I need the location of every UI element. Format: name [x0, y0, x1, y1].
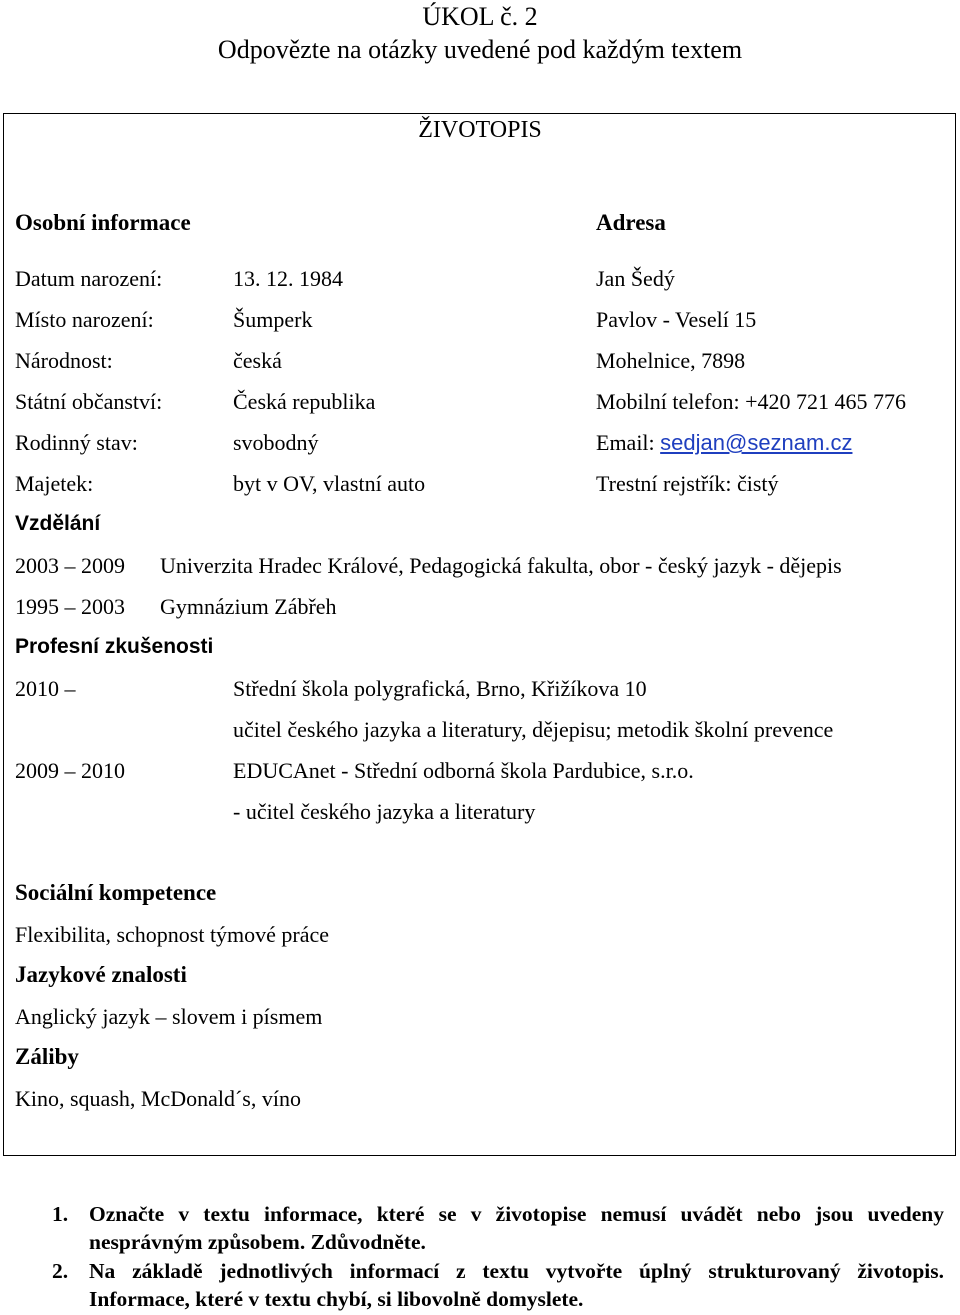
personal-value: 13. 12. 1984 — [233, 266, 343, 291]
personal-value: Šumperk — [233, 307, 313, 332]
personal-label: Státní občanství: — [15, 389, 163, 414]
social-text: Flexibilita, schopnost týmové práce — [15, 922, 330, 947]
experience-years: 2009 – 2010 — [15, 758, 125, 783]
social-heading: Sociální kompetence — [15, 880, 217, 905]
address-street: Pavlov - Veselí 15 — [596, 307, 757, 332]
experience-employer: EDUCAnet - Střední odborná škola Pardubice, s.r.o. — [233, 758, 694, 783]
email-link[interactable]: sedjan@seznam.cz — [660, 430, 853, 455]
personal-label: Majetek: — [15, 471, 94, 496]
language-heading: Jazykové znalosti — [15, 962, 187, 987]
page-title: ÚKOL č. 2 — [422, 2, 538, 31]
personal-value: byt v OV, vlastní auto — [233, 471, 426, 496]
education-school: Gymnázium Zábřeh — [160, 594, 337, 619]
cv-title: ŽIVOTOPIS — [418, 117, 542, 143]
language-text: Anglický jazyk – slovem i písmem — [15, 1004, 323, 1029]
address-email — [596, 430, 852, 456]
personal-label: Místo narození: — [15, 307, 154, 332]
education-school: Univerzita Hradec Králové, Pedagogická fakulta, obor - český jazyk - dějepis — [160, 553, 842, 578]
experience-employer: Střední škola polygrafická, Brno, Křižíkova 10 — [233, 676, 647, 701]
address-record: Trestní rejstřík: čistý — [596, 471, 779, 496]
personal-value: česká — [233, 348, 282, 373]
education-years: 1995 – 2003 — [15, 594, 125, 619]
education-years: 2003 – 2009 — [15, 553, 125, 578]
address-phone: Mobilní telefon: +420 721 465 776 — [596, 389, 906, 414]
task-text: Označte v textu informace, které se v životopise nemusí uvádět nebo jsou uvedeny nesprávným způsobem. Zdůvodněte. — [89, 1202, 944, 1254]
task-number: 1. — [52, 1202, 69, 1226]
task-number: 2. — [52, 1259, 69, 1283]
email-label: Email: — [596, 430, 661, 455]
personal-heading: Osobní informace — [15, 210, 191, 235]
task-text: Na základě jednotlivých informací z textu vytvořte úplný strukturovaný životopis. Informace, které v textu chybí, si libovolně domyslete. — [89, 1259, 944, 1311]
task-item — [52, 1257, 944, 1315]
personal-value: svobodný — [233, 430, 319, 455]
experience-role: učitel českého jazyka a literatury, dějepisu; metodik školní prevence — [233, 717, 834, 742]
personal-value: Česká republika — [233, 389, 376, 414]
personal-label: Národnost: — [15, 348, 113, 373]
address-city: Mohelnice, 7898 — [596, 348, 746, 373]
experience-years: 2010 – — [15, 676, 76, 701]
hobbies-heading: Záliby — [15, 1044, 79, 1069]
experience-role: - učitel českého jazyka a literatury — [233, 799, 536, 824]
hobbies-text: Kino, squash, McDonald´s, víno — [15, 1086, 301, 1111]
education-heading: Vzdělání — [15, 512, 101, 535]
page-subtitle: Odpovězte na otázky uvedené pod každým textem — [217, 35, 743, 64]
personal-label: Rodinný stav: — [15, 430, 138, 455]
address-heading: Adresa — [596, 210, 666, 235]
personal-label: Datum narození: — [15, 266, 163, 291]
address-name: Jan Šedý — [596, 266, 675, 291]
task-item — [52, 1200, 944, 1258]
experience-heading: Profesní zkušenosti — [15, 635, 214, 658]
